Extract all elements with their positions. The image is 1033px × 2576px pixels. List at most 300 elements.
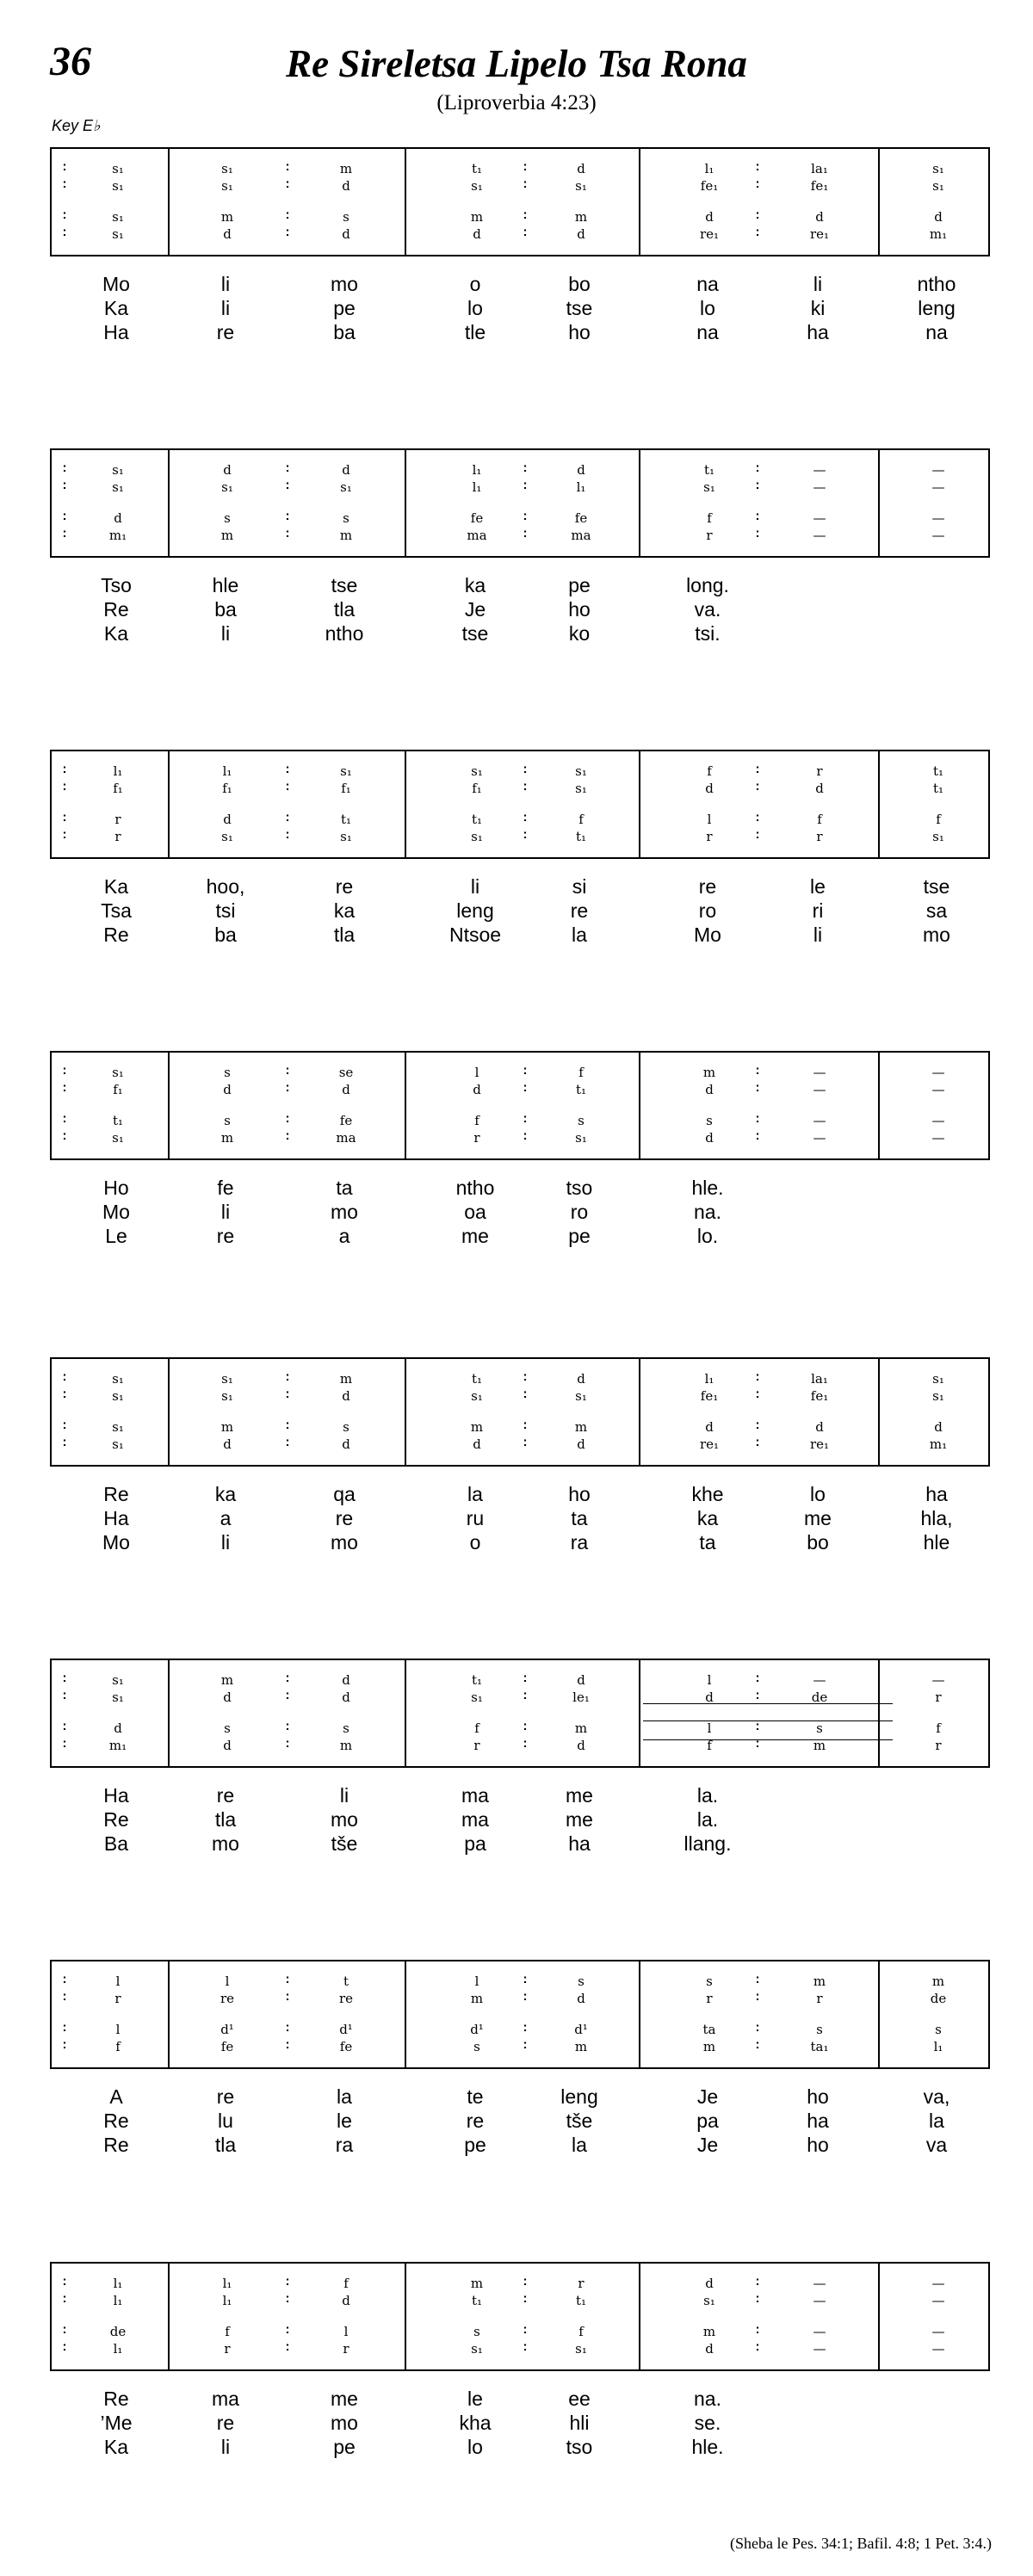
- solfa-note: —: [813, 510, 826, 526]
- solfa-note: la₁: [811, 1371, 828, 1387]
- solfa-note: s: [224, 1065, 231, 1080]
- solfa-note: d: [705, 2341, 714, 2357]
- solfa-note: s: [578, 1113, 585, 1128]
- solfa-note: m: [574, 1720, 588, 1736]
- lyric-syllable: ba: [333, 321, 356, 343]
- solfa-note: —: [931, 1672, 945, 1688]
- solfa-note: re₁: [809, 1436, 830, 1452]
- solfa-note: s₁: [575, 1388, 587, 1404]
- beat-colon: :: [62, 1418, 67, 1432]
- beat-colon: :: [62, 762, 67, 776]
- hymn-title: Re Sireletsa Lipelo Tsa Rona: [286, 42, 747, 85]
- beat-colon: :: [62, 2291, 67, 2306]
- solfa-note: l₁: [113, 2341, 123, 2357]
- lyric-syllable: li: [220, 297, 231, 319]
- beat-colon: :: [755, 1369, 760, 1384]
- solfa-note: de: [109, 2324, 127, 2339]
- key-signature: Key E♭: [52, 117, 101, 134]
- solfa-note: —: [931, 510, 945, 526]
- beat-colon: :: [755, 1418, 760, 1432]
- beat-colon: :: [285, 1736, 290, 1751]
- beat-colon: :: [285, 2274, 290, 2289]
- barline: [168, 2264, 170, 2369]
- beat-colon: :: [62, 827, 67, 842]
- lyric-syllable: sa: [925, 899, 948, 922]
- lyric-syllable: o: [469, 273, 481, 295]
- lyric-syllable: ha: [807, 321, 829, 343]
- solfa-note: f: [707, 510, 712, 526]
- solfa-note: d: [705, 781, 714, 796]
- beat-colon: :: [523, 1435, 528, 1449]
- beat-colon: :: [755, 1736, 760, 1751]
- lyric-syllable: pa: [696, 2110, 719, 2132]
- solfa-note: —: [813, 1113, 826, 1128]
- solfa-note: s: [343, 209, 349, 225]
- lyric-syllable: re: [570, 899, 589, 922]
- solfa-note: —: [931, 479, 945, 495]
- lyric-syllable: Ha: [103, 1507, 129, 1529]
- lyric-syllable: hle: [923, 1531, 950, 1554]
- barline: [639, 1961, 640, 2067]
- beat-colon: :: [755, 478, 760, 492]
- lyric-syllable: ha: [807, 2110, 829, 2132]
- solfa-note: l: [707, 1720, 712, 1736]
- solfa-note: re: [338, 1991, 354, 2006]
- solfa-note: l₁: [222, 2276, 232, 2291]
- solfa-note: d: [815, 781, 824, 796]
- lyric-syllable: Ha: [103, 1784, 129, 1807]
- lyric-syllable: mo: [331, 273, 358, 295]
- solfa-note: d: [223, 1738, 232, 1753]
- lyric-syllable: A: [109, 2085, 123, 2108]
- solfa-note: l₁: [704, 1371, 714, 1387]
- barline: [405, 149, 406, 255]
- beat-colon: :: [523, 478, 528, 492]
- beat-colon: :: [755, 526, 760, 541]
- solfa-note: t₁: [575, 2293, 587, 2308]
- solfa-note: l: [707, 1672, 712, 1688]
- solfa-note: s₁: [340, 479, 352, 495]
- solfa-note: —: [931, 528, 945, 543]
- solfa-note: t₁: [471, 1371, 483, 1387]
- lyric-syllable: hla,: [920, 1507, 953, 1529]
- lyric-syllable: Re: [103, 1808, 129, 1831]
- lyric-syllable: Je: [696, 2134, 719, 2156]
- solfa-note: la₁: [811, 161, 828, 176]
- solfa-note: d: [934, 209, 943, 225]
- solfa-note: l: [707, 812, 712, 827]
- solfa-note: s₁: [932, 1371, 944, 1387]
- solfa-note: d: [473, 226, 481, 242]
- solfa-note: m: [220, 209, 234, 225]
- lyric-syllable: la: [929, 2110, 944, 2132]
- lyric-syllable: ta: [336, 1177, 353, 1199]
- beat-colon: :: [755, 1972, 760, 1986]
- beat-colon: :: [755, 1688, 760, 1702]
- solfa-note: —: [813, 1130, 826, 1146]
- lyric-syllable: Ka: [103, 622, 129, 645]
- lyric-syllable: re: [335, 1507, 354, 1529]
- music-system: [50, 1357, 990, 1467]
- lyric-syllable: la: [572, 924, 587, 946]
- beat-colon: :: [523, 1369, 528, 1384]
- lyric-syllable: mo: [212, 1832, 239, 1855]
- beat-colon: :: [62, 2339, 67, 2354]
- solfa-note: s: [343, 1419, 349, 1435]
- solfa-note: m: [339, 528, 353, 543]
- solfa-note: de: [811, 1690, 828, 1705]
- beat-colon: :: [755, 225, 760, 239]
- solfa-note: —: [813, 462, 826, 478]
- beat-colon: :: [285, 207, 290, 222]
- beat-colon: :: [285, 762, 290, 776]
- lyric-syllable: bo: [807, 1531, 829, 1554]
- solfa-note: d: [223, 812, 232, 827]
- barline: [168, 149, 170, 255]
- solfa-note: l₁: [113, 2293, 123, 2308]
- beat-colon: :: [523, 1688, 528, 1702]
- lyric-syllable: Re: [103, 2110, 129, 2132]
- barline: [168, 1660, 170, 1766]
- beat-colon: :: [62, 1128, 67, 1143]
- lyric-syllable: hle.: [691, 1177, 724, 1199]
- beat-colon: :: [285, 526, 290, 541]
- barline: [168, 1961, 170, 2067]
- barline: [639, 2264, 640, 2369]
- lyric-syllable: lo.: [696, 1225, 719, 1247]
- lyric-syllable: ba: [214, 924, 237, 946]
- solfa-note: s₁: [340, 829, 352, 844]
- lyric-syllable: mo: [331, 2412, 358, 2434]
- solfa-note: s₁: [221, 161, 233, 176]
- lyric-syllable: ’Me: [100, 2412, 133, 2434]
- hymn-subtitle: (Liproverbia 4:23): [436, 91, 597, 114]
- solfa-note: t₁: [932, 781, 944, 796]
- beat-colon: :: [62, 2020, 67, 2035]
- solfa-note: —: [931, 1082, 945, 1097]
- beat-colon: :: [523, 1736, 528, 1751]
- beat-colon: :: [523, 2020, 528, 2035]
- lyric-syllable: lo: [810, 1483, 826, 1505]
- lyric-syllable: li: [470, 875, 480, 898]
- lyric-syllable: Ka: [103, 875, 129, 898]
- solfa-note: ta: [702, 2022, 716, 2037]
- beat-colon: :: [523, 2274, 528, 2289]
- solfa-note: l: [115, 1974, 121, 1989]
- lyric-syllable: ro: [570, 1201, 589, 1223]
- beat-colon: :: [523, 2037, 528, 2052]
- lyric-syllable: si: [572, 875, 587, 898]
- lyric-syllable: re: [216, 1784, 235, 1807]
- music-system: [50, 448, 990, 558]
- lyric-syllable: tse: [566, 297, 593, 319]
- beat-colon: :: [285, 509, 290, 523]
- lyric-syllable: re: [216, 1225, 235, 1247]
- lyric-syllable: Re: [103, 598, 129, 621]
- beat-colon: :: [523, 1080, 528, 1095]
- beat-colon: :: [755, 762, 760, 776]
- solfa-note: d: [223, 1436, 232, 1452]
- beat-colon: :: [523, 1418, 528, 1432]
- lyric-syllable: ba: [214, 598, 237, 621]
- scripture-reference: (Sheba le Pes. 34:1; Bafil. 4:8; 1 Pet. 3:4.): [730, 2535, 992, 2552]
- lyric-syllable: ka: [333, 899, 356, 922]
- solfa-note: s: [224, 510, 231, 526]
- beat-colon: :: [62, 1688, 67, 1702]
- hold-line: [643, 1720, 893, 1721]
- lyric-syllable: ru: [466, 1507, 485, 1529]
- solfa-note: m: [470, 1419, 484, 1435]
- beat-colon: :: [523, 779, 528, 794]
- lyric-syllable: mo: [331, 1531, 358, 1554]
- solfa-note: s₁: [221, 829, 233, 844]
- solfa-note: r: [816, 829, 823, 844]
- solfa-note: l₁: [222, 2293, 232, 2308]
- beat-colon: :: [523, 1387, 528, 1401]
- lyric-syllable: khe: [691, 1483, 724, 1505]
- lyric-syllable: Je: [464, 598, 486, 621]
- lyric-syllable: la: [467, 1483, 483, 1505]
- lyric-syllable: na.: [694, 2388, 721, 2410]
- lyric-syllable: Ntsoe: [448, 924, 502, 946]
- beat-colon: :: [62, 1111, 67, 1126]
- lyric-syllable: la: [337, 2085, 352, 2108]
- solfa-note: r: [224, 2341, 231, 2357]
- solfa-note: r: [706, 1991, 713, 2006]
- lyric-syllable: bo: [568, 273, 591, 295]
- solfa-note: re: [220, 1991, 235, 2006]
- lyric-syllable: li: [220, 2436, 231, 2458]
- solfa-note: m: [339, 161, 353, 176]
- solfa-note: s₁: [112, 1436, 124, 1452]
- solfa-note: r: [114, 829, 121, 844]
- solfa-note: s₁: [112, 226, 124, 242]
- solfa-note: d: [705, 1130, 714, 1146]
- lyric-syllable: li: [813, 924, 823, 946]
- solfa-note: —: [931, 1113, 945, 1128]
- lyric-syllable: la: [572, 2134, 587, 2156]
- solfa-note: r: [473, 1130, 480, 1146]
- solfa-note: d: [705, 1419, 714, 1435]
- solfa-note: —: [813, 479, 826, 495]
- barline: [878, 1961, 880, 2067]
- solfa-note: fe₁: [810, 178, 829, 194]
- beat-colon: :: [285, 779, 290, 794]
- barline: [405, 1359, 406, 1465]
- solfa-note: d: [223, 462, 232, 478]
- beat-colon: :: [755, 1111, 760, 1126]
- beat-colon: :: [755, 2322, 760, 2337]
- lyric-syllable: Ka: [103, 297, 129, 319]
- solfa-note: r: [578, 2276, 585, 2291]
- solfa-note: t₁: [932, 763, 944, 779]
- beat-colon: :: [285, 1671, 290, 1685]
- solfa-note: s₁: [112, 1130, 124, 1146]
- solfa-note: s₁: [221, 1388, 233, 1404]
- solfa-note: f: [936, 812, 941, 827]
- barline: [878, 2264, 880, 2369]
- solfa-note: r: [935, 1690, 942, 1705]
- beat-colon: :: [523, 1128, 528, 1143]
- beat-colon: :: [62, 1063, 67, 1078]
- lyric-syllable: hle: [212, 574, 239, 596]
- solfa-note: d: [934, 1419, 943, 1435]
- solfa-note: s: [473, 2039, 480, 2054]
- beat-colon: :: [523, 1989, 528, 2004]
- lyric-syllable: Je: [696, 2085, 719, 2108]
- beat-colon: :: [285, 1369, 290, 1384]
- beat-colon: :: [285, 1111, 290, 1126]
- solfa-note: —: [931, 1130, 945, 1146]
- solfa-note: d: [342, 1436, 350, 1452]
- lyric-syllable: tla: [333, 598, 356, 621]
- lyric-syllable: tše: [331, 1832, 358, 1855]
- barline: [405, 1961, 406, 2067]
- beat-colon: :: [755, 1719, 760, 1733]
- beat-colon: :: [62, 1435, 67, 1449]
- solfa-note: l: [225, 1974, 230, 1989]
- solfa-note: —: [813, 1672, 826, 1688]
- beat-colon: :: [62, 207, 67, 222]
- lyric-syllable: Ha: [103, 321, 129, 343]
- lyric-syllable: ta: [699, 1531, 716, 1554]
- beat-colon: :: [285, 2291, 290, 2306]
- beat-colon: :: [285, 460, 290, 475]
- lyric-syllable: ee: [568, 2388, 591, 2410]
- lyric-syllable: te: [467, 2085, 484, 2108]
- solfa-note: d: [577, 1991, 585, 2006]
- beat-colon: :: [62, 225, 67, 239]
- beat-colon: :: [755, 159, 760, 174]
- solfa-note: se: [338, 1065, 354, 1080]
- beat-colon: :: [285, 159, 290, 174]
- solfa-note: —: [931, 462, 945, 478]
- solfa-note: fe: [220, 2039, 234, 2054]
- solfa-note: m: [470, 209, 484, 225]
- solfa-note: s₁: [112, 161, 124, 176]
- solfa-note: t₁: [703, 462, 715, 478]
- solfa-note: d: [577, 462, 585, 478]
- barline: [405, 450, 406, 556]
- solfa-note: fe: [339, 2039, 353, 2054]
- solfa-note: t₁: [112, 1113, 124, 1128]
- solfa-note: m: [574, 209, 588, 225]
- music-system: [50, 1659, 990, 1768]
- solfa-note: d: [473, 1082, 481, 1097]
- solfa-note: d: [342, 462, 350, 478]
- solfa-note: f₁: [341, 781, 351, 796]
- beat-colon: :: [62, 1671, 67, 1685]
- barline: [405, 2264, 406, 2369]
- solfa-note: le₁: [572, 1690, 590, 1705]
- beat-colon: :: [62, 779, 67, 794]
- solfa-note: d: [705, 2276, 714, 2291]
- lyric-syllable: mo: [331, 1808, 358, 1831]
- beat-colon: :: [755, 1435, 760, 1449]
- beat-colon: :: [523, 460, 528, 475]
- lyric-syllable: va: [925, 2134, 948, 2156]
- solfa-note: m: [220, 1130, 234, 1146]
- solfa-note: s₁: [112, 209, 124, 225]
- lyric-syllable: me: [461, 1225, 489, 1247]
- solfa-note: m: [470, 2276, 484, 2291]
- barline: [168, 450, 170, 556]
- lyric-syllable: lu: [218, 2110, 233, 2132]
- lyric-syllable: ra: [335, 2134, 354, 2156]
- solfa-note: d: [342, 1082, 350, 1097]
- lyric-syllable: qa: [333, 1483, 356, 1505]
- solfa-note: s: [578, 1974, 585, 1989]
- solfa-note: f: [474, 1720, 479, 1736]
- solfa-note: f₁: [113, 1082, 123, 1097]
- beat-colon: :: [523, 1671, 528, 1685]
- lyric-syllable: Mo: [102, 1201, 130, 1223]
- solfa-note: s₁: [112, 1672, 124, 1688]
- beat-colon: :: [755, 1128, 760, 1143]
- hold-line: [643, 1703, 893, 1704]
- beat-colon: :: [755, 509, 760, 523]
- solfa-note: m: [813, 1738, 826, 1753]
- solfa-note: d: [223, 1082, 232, 1097]
- lyric-syllable: ki: [810, 297, 826, 319]
- lyric-syllable: Re: [103, 2388, 129, 2410]
- solfa-note: —: [931, 2276, 945, 2291]
- beat-colon: :: [62, 1719, 67, 1733]
- beat-colon: :: [62, 810, 67, 825]
- lyric-syllable: na: [696, 321, 719, 343]
- solfa-note: fe₁: [700, 1388, 719, 1404]
- lyric-syllable: ntho: [455, 1177, 495, 1199]
- lyric-syllable: hoo,: [206, 875, 245, 898]
- beat-colon: :: [285, 478, 290, 492]
- solfa-note: fe₁: [810, 1388, 829, 1404]
- lyric-syllable: Mo: [694, 924, 721, 946]
- solfa-note: l: [115, 2022, 121, 2037]
- beat-colon: :: [755, 460, 760, 475]
- lyric-syllable: mo: [923, 924, 950, 946]
- lyric-syllable: ntho: [325, 622, 364, 645]
- lyric-syllable: ma: [461, 1784, 489, 1807]
- hold-line: [643, 1739, 893, 1740]
- beat-colon: :: [62, 159, 67, 174]
- lyric-syllable: se.: [694, 2412, 721, 2434]
- solfa-note: f₁: [472, 781, 482, 796]
- beat-colon: :: [62, 1989, 67, 2004]
- solfa-note: d¹: [574, 2022, 588, 2037]
- beat-colon: :: [523, 2291, 528, 2306]
- solfa-note: m: [470, 1991, 484, 2006]
- beat-colon: :: [285, 1128, 290, 1143]
- solfa-note: —: [931, 2324, 945, 2339]
- solfa-note: d¹: [339, 2022, 353, 2037]
- lyric-syllable: Le: [105, 1225, 127, 1247]
- beat-colon: :: [523, 207, 528, 222]
- beat-colon: :: [285, 1063, 290, 1078]
- solfa-note: s₁: [471, 178, 483, 194]
- beat-colon: :: [755, 1063, 760, 1078]
- solfa-note: l₁: [576, 479, 586, 495]
- solfa-note: d: [577, 1672, 585, 1688]
- lyric-syllable: leng: [918, 297, 956, 319]
- solfa-note: ma: [571, 528, 591, 543]
- solfa-note: r: [935, 1738, 942, 1753]
- lyric-syllable: ma: [212, 2388, 239, 2410]
- lyric-syllable: le: [337, 2110, 352, 2132]
- solfa-note: s₁: [471, 829, 483, 844]
- solfa-note: m: [574, 1419, 588, 1435]
- solfa-note: s₁: [703, 2293, 715, 2308]
- lyric-syllable: ha: [925, 1483, 948, 1505]
